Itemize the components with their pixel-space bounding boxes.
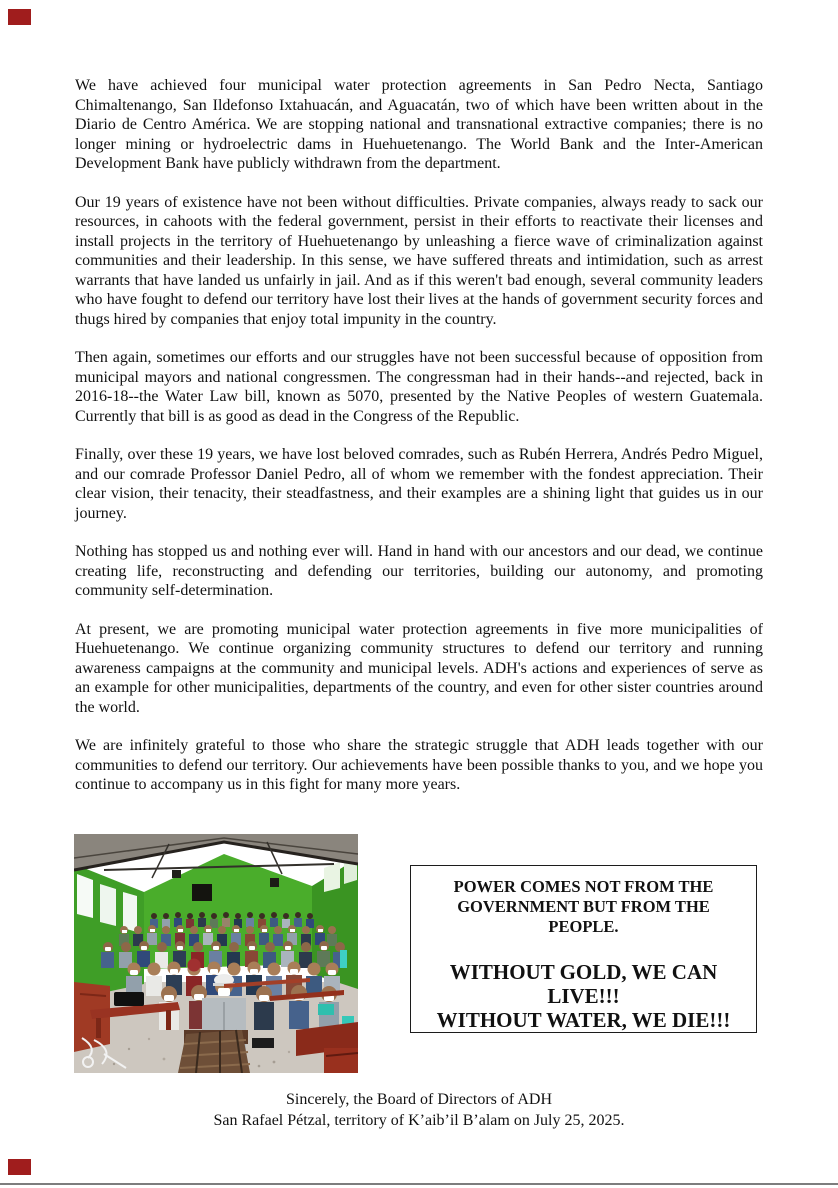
assembly-photo — [74, 834, 358, 1073]
paragraph: Nothing has stopped us and nothing ever will. Hand in hand with our ancestors and our dead, we continue creating life, reconstructing and defending our territories, building our autonomy, and promoting community self-determination. — [75, 543, 763, 599]
slogan-line: WITHOUT GOLD, WE CAN — [449, 960, 718, 984]
signature-block — [0, 1089, 838, 1131]
red-corner-mark-top — [8, 9, 31, 25]
slogan-heading-line: GOVERNMENT BUT FROM THE — [457, 897, 710, 916]
slogan-heading — [411, 877, 756, 937]
paragraph: Then again, sometimes our efforts and our struggles have not been successful because of opposition from municipal mayors and national congressmen. The congressman had in their hands--and rejected, back in 2016-18--the Water Law bill, known as 5070, presented by the Native Peoples of western Guatemala. Currently that bill is as good as dead in the Congress of the Republic. — [75, 349, 763, 425]
slogan-line: LIVE!!! — [547, 984, 620, 1008]
assembly-photo-graphic — [74, 834, 358, 1073]
letter-body — [75, 76, 763, 814]
paragraph: We are infinitely grateful to those who share the strategic struggle that ADH leads together with our communities to defend our territory. Our achievements have been possible thanks to you, and we hope you continue to accompany us in this fight for many more years. — [75, 737, 763, 793]
red-corner-mark-bottom — [8, 1159, 31, 1175]
paragraph: Finally, over these 19 years, we have lost beloved comrades, such as Rubén Herrera, Andrés Pedro Miguel, and our comrade Professor Daniel Pedro, all of whom we remember with the fondest appreciation. Their clear vision, their tenacity, their steadfastness, and their examples are a shining light that guides us in our journey. — [75, 446, 763, 522]
signature-line-1: Sincerely, the Board of Directors of ADH — [286, 1091, 552, 1108]
paragraph: At present, we are promoting municipal water protection agreements in five more municipalities of Huehuetenango. We continue organizing community structures to defend our territory and running awareness campaigns at the community and municipal levels. ADH's actions and experiences of serve as an example for other municipalities, departments of the country, and even for other sister countries around the world. — [75, 620, 763, 716]
screenshot-bottom-edge — [0, 1183, 838, 1185]
slogan-main — [411, 960, 756, 1032]
paragraph: We have achieved four municipal water protection agreements in San Pedro Necta, Santiago Chimaltenango, San Ildefonso Ixtahuacán, and Aguacatán, two of which have been written about in the Diario de Centro América. We are stopping national and transnational extractive companies; there is no longer mining or hydroelectric dams in Huehuetenango. The World Bank and the Inter-American Development Bank have publicly withdrawn from the department. — [75, 77, 763, 172]
slogan-line: WITHOUT WATER, WE DIE!!! — [436, 1008, 731, 1032]
plaid-blanket — [178, 1030, 250, 1073]
slogan-heading-line: PEOPLE. — [548, 917, 619, 936]
signature-line-2: San Rafael Pétzal, territory of K’aib’il B’alam on July 25, 2025. — [213, 1112, 625, 1129]
paragraph: Our 19 years of existence have not been without difficulties. Private companies, always ready to sack our resources, in cahoots with the federal government, persist in their efforts to reactivate their licenses and install projects in the territory of Huehuetenango by unleashing a fierce wave of criminalization against communities and their leadership. In this sense, we have suffered threats and intimidation, such as arrest warrants that have landed us unfairly in jail. And as if this weren't bad enough, several community leaders who have fought to defend our territory have lost their lives at the hands of government security forces and thugs hired by companies that enjoy total impunity in the country. — [75, 193, 763, 328]
slogan-heading-line: POWER COMES NOT FROM THE — [453, 877, 714, 896]
slogan-box — [410, 865, 757, 1033]
